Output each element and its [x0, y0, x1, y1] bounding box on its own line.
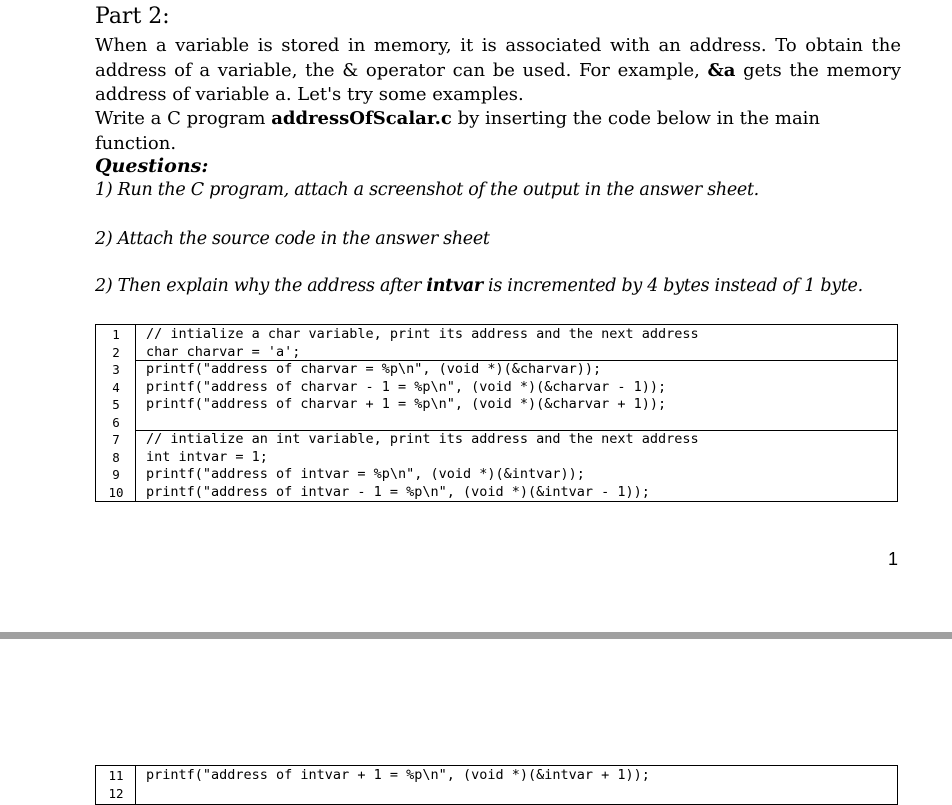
questions-heading: Questions: — [95, 155, 209, 177]
page-separator — [0, 632, 952, 639]
document-page-2 — [0, 639, 952, 801]
line-number: 7 — [112, 432, 120, 447]
line-number: 6 — [112, 414, 120, 430]
code-text: char charvar = 'a'; — [146, 343, 301, 360]
question-3-text-a: 2) Then explain why the address after — [95, 276, 427, 296]
intro-text-b: gets the memory address of variable a. Let's try some examples. — [95, 59, 901, 105]
intro-text-a: When a variable is stored in memory, it is associated with an address. To obtain the address of a variable, the & operator can be used. For example, — [95, 35, 901, 81]
page-number: 1 — [888, 549, 899, 569]
code-text: // intialize an int variable, print its address and the next address — [146, 431, 699, 447]
line-number: 12 — [108, 785, 124, 801]
code-text: // intialize a char variable, print its address and the next address — [146, 326, 699, 342]
code-block-separator — [136, 430, 898, 431]
part-heading: Part 2: — [95, 4, 170, 29]
question-3-variable: intvar — [426, 276, 483, 296]
code-text: printf("address of charvar + 1 = %p\n", (void *)(&charvar + 1)); — [146, 396, 667, 412]
code-text: printf("address of intvar = %p\n", (void *)(&intvar)); — [146, 466, 585, 482]
code-listing — [95, 324, 898, 502]
question-3 — [95, 276, 863, 296]
question-1: 1) Run the C program, attach a screenshot of the output in the answer sheet. — [95, 180, 759, 200]
line-number: 5 — [112, 397, 120, 412]
line-number: 1 — [112, 327, 120, 342]
line-number: 4 — [112, 379, 120, 395]
intro-address-operator: &a — [707, 59, 736, 81]
line-number: 10 — [108, 484, 124, 500]
code-text: printf("address of intvar + 1 = %p\n", (void *)(&intvar + 1)); — [146, 767, 650, 783]
code-text: printf("address of intvar - 1 = %p\n", (void *)(&intvar - 1)); — [146, 483, 650, 500]
instruction-text-b: by inserting the code below in the main function. — [95, 108, 821, 154]
question-2: 2) Attach the source code in the answer sheet — [95, 229, 490, 249]
code-text: printf("address of charvar = %p\n", (void *)(&charvar)); — [146, 361, 602, 377]
line-number: 3 — [112, 362, 120, 377]
line-number: 9 — [112, 467, 120, 482]
question-3-text-b: is incremented by 4 bytes instead of 1 byte. — [482, 276, 863, 296]
intro-paragraph — [95, 34, 901, 108]
line-number: 11 — [108, 768, 124, 783]
code-block-separator — [136, 360, 898, 361]
line-number: 2 — [112, 344, 120, 360]
code-text: int intvar = 1; — [146, 448, 268, 465]
program-filename: addressOfScalar.c — [271, 108, 452, 129]
instruction-text-a: Write a C program — [95, 108, 272, 129]
code-text: printf("address of charvar - 1 = %p\n", (void *)(&charvar - 1)); — [146, 378, 667, 395]
code-listing-continued — [95, 765, 898, 805]
instruction-paragraph — [95, 107, 901, 156]
line-number: 8 — [112, 449, 120, 465]
